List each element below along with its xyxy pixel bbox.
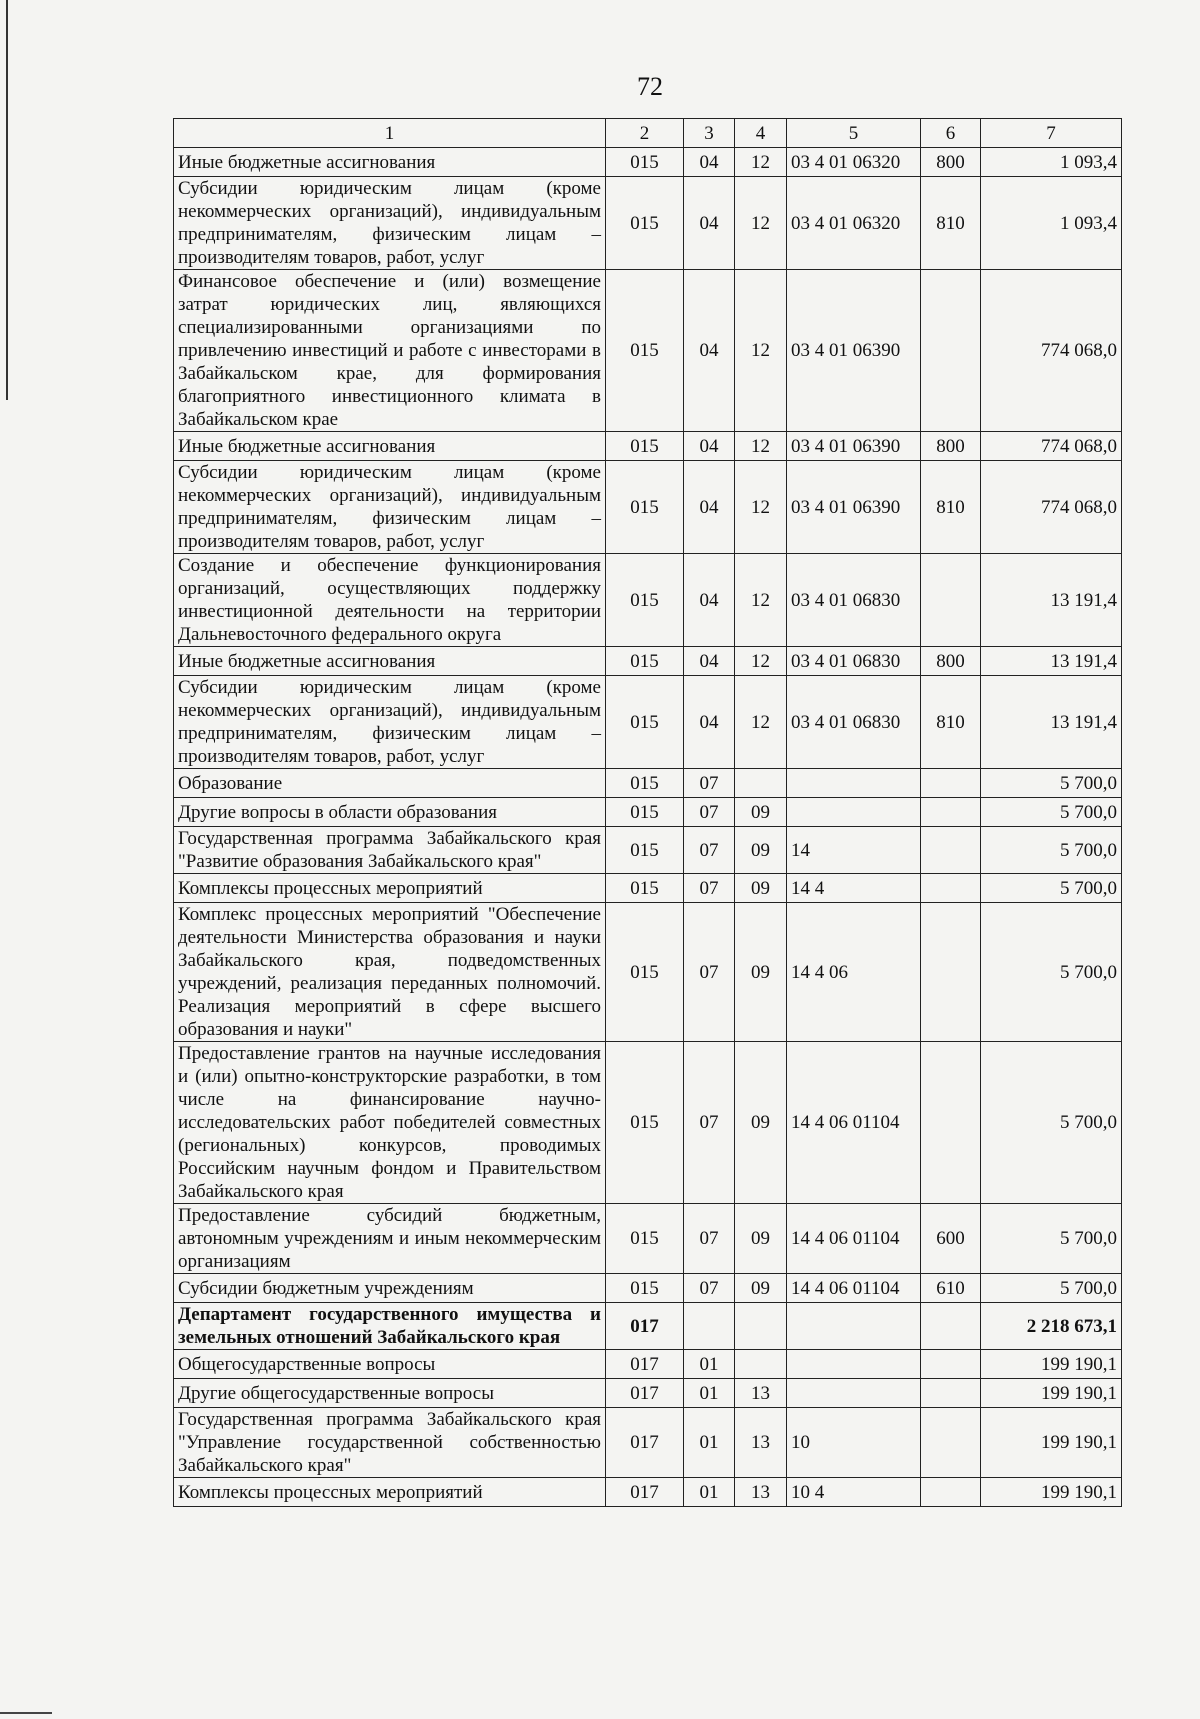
row-amount: 199 190,1	[981, 1379, 1122, 1408]
row-ministry-code: 015	[606, 148, 684, 177]
table-row	[174, 798, 1122, 827]
row-target-article	[787, 1350, 921, 1379]
row-name: Субсидии юридическим лицам (кроме некоммерческих организаций), индивидуальным предпринимателям, физическим лицам – производителям товаров, работ, услуг	[174, 461, 606, 554]
row-subsection	[735, 1350, 787, 1379]
row-expense-type: 800	[921, 647, 981, 676]
row-name: Предоставление субсидий бюджетным, автономным учреждениям и иным некоммерческим организациям	[174, 1204, 606, 1274]
table-row	[174, 148, 1122, 177]
row-target-article: 10 4	[787, 1478, 921, 1507]
row-target-article	[787, 798, 921, 827]
row-name: Комплексы процессных мероприятий	[174, 1478, 606, 1507]
row-ministry-code: 015	[606, 554, 684, 647]
row-ministry-code: 017	[606, 1379, 684, 1408]
row-subsection: 09	[735, 903, 787, 1042]
row-target-article	[787, 1303, 921, 1350]
table-row	[174, 1408, 1122, 1478]
row-expense-type: 810	[921, 676, 981, 769]
row-ministry-code: 015	[606, 647, 684, 676]
row-amount: 5 700,0	[981, 874, 1122, 903]
row-amount: 774 068,0	[981, 432, 1122, 461]
row-amount: 5 700,0	[981, 769, 1122, 798]
header-cell-7: 7	[981, 119, 1122, 148]
row-subsection: 09	[735, 798, 787, 827]
row-section: 07	[684, 798, 735, 827]
row-subsection	[735, 769, 787, 798]
row-ministry-code: 015	[606, 874, 684, 903]
row-expense-type	[921, 270, 981, 432]
row-ministry-code: 015	[606, 1204, 684, 1274]
table-row	[174, 270, 1122, 432]
header-cell-3: 3	[684, 119, 735, 148]
row-name: Другие общегосударственные вопросы	[174, 1379, 606, 1408]
row-amount: 199 190,1	[981, 1408, 1122, 1478]
row-ministry-code: 015	[606, 1274, 684, 1303]
row-target-article: 14 4	[787, 874, 921, 903]
row-section: 04	[684, 432, 735, 461]
row-amount: 199 190,1	[981, 1478, 1122, 1507]
row-section: 04	[684, 554, 735, 647]
row-target-article: 03 4 01 06320	[787, 148, 921, 177]
row-target-article: 10	[787, 1408, 921, 1478]
row-expense-type	[921, 903, 981, 1042]
row-amount: 5 700,0	[981, 827, 1122, 874]
row-target-article: 14	[787, 827, 921, 874]
table-row	[174, 432, 1122, 461]
row-amount: 1 093,4	[981, 148, 1122, 177]
row-target-article: 14 4 06 01104	[787, 1042, 921, 1204]
row-amount: 5 700,0	[981, 1042, 1122, 1204]
header-cell-4: 4	[735, 119, 787, 148]
row-subsection: 09	[735, 874, 787, 903]
row-target-article: 03 4 01 06320	[787, 177, 921, 270]
row-target-article: 14 4 06 01104	[787, 1274, 921, 1303]
table-row	[174, 874, 1122, 903]
row-amount: 2 218 673,1	[981, 1303, 1122, 1350]
scan-edge-line	[6, 0, 8, 400]
row-section	[684, 1303, 735, 1350]
row-name: Комплекс процессных мероприятий "Обеспечение деятельности Министерства образования и науки Забайкальского края, подведомственных учреждений, реализация переданных полномочий. Реализация мероприятий в сфере высшего образования и науки"	[174, 903, 606, 1042]
row-section: 07	[684, 903, 735, 1042]
row-amount: 1 093,4	[981, 177, 1122, 270]
row-name: Государственная программа Забайкальского края "Развитие образования Забайкальского края"	[174, 827, 606, 874]
row-amount: 774 068,0	[981, 270, 1122, 432]
row-subsection: 12	[735, 461, 787, 554]
table-row	[174, 903, 1122, 1042]
row-name: Государственная программа Забайкальского края "Управление государственной собственностью Забайкальского края"	[174, 1408, 606, 1478]
row-expense-type	[921, 798, 981, 827]
row-section: 04	[684, 270, 735, 432]
row-ministry-code: 015	[606, 270, 684, 432]
table-row	[174, 676, 1122, 769]
row-subsection: 12	[735, 676, 787, 769]
row-amount: 13 191,4	[981, 647, 1122, 676]
row-name: Образование	[174, 769, 606, 798]
row-expense-type	[921, 1350, 981, 1379]
row-expense-type	[921, 1379, 981, 1408]
row-expense-type	[921, 1303, 981, 1350]
row-ministry-code: 015	[606, 1042, 684, 1204]
row-section: 07	[684, 827, 735, 874]
row-name: Иные бюджетные ассигнования	[174, 148, 606, 177]
row-subsection: 12	[735, 554, 787, 647]
table-row	[174, 769, 1122, 798]
row-ministry-code: 015	[606, 827, 684, 874]
row-section: 01	[684, 1478, 735, 1507]
row-section: 04	[684, 461, 735, 554]
row-amount: 13 191,4	[981, 554, 1122, 647]
row-ministry-code: 015	[606, 798, 684, 827]
row-section: 04	[684, 177, 735, 270]
row-section: 07	[684, 1042, 735, 1204]
header-cell-2: 2	[606, 119, 684, 148]
row-expense-type: 610	[921, 1274, 981, 1303]
table-row	[174, 1350, 1122, 1379]
row-expense-type	[921, 769, 981, 798]
row-subsection: 09	[735, 827, 787, 874]
row-ministry-code: 017	[606, 1303, 684, 1350]
row-ministry-code: 015	[606, 432, 684, 461]
row-expense-type: 800	[921, 432, 981, 461]
row-amount: 5 700,0	[981, 1274, 1122, 1303]
row-name: Другие вопросы в области образования	[174, 798, 606, 827]
row-target-article: 03 4 01 06830	[787, 554, 921, 647]
row-amount: 5 700,0	[981, 903, 1122, 1042]
row-section: 04	[684, 647, 735, 676]
row-target-article: 14 4 06 01104	[787, 1204, 921, 1274]
row-subsection	[735, 1303, 787, 1350]
row-target-article: 03 4 01 06390	[787, 432, 921, 461]
row-name: Финансовое обеспечение и (или) возмещение затрат юридических лиц, являющихся специализированными организациями по привлечению инвестиций и работе с инвесторами в Забайкальском крае, для формирования благоприятного инвестиционного климата в Забайкальском крае	[174, 270, 606, 432]
table-row	[174, 177, 1122, 270]
row-section: 07	[684, 769, 735, 798]
row-section: 07	[684, 874, 735, 903]
row-amount: 5 700,0	[981, 1204, 1122, 1274]
header-cell-6: 6	[921, 119, 981, 148]
table-row	[174, 1274, 1122, 1303]
row-name: Общегосударственные вопросы	[174, 1350, 606, 1379]
table-row	[174, 827, 1122, 874]
row-target-article	[787, 769, 921, 798]
row-expense-type	[921, 1408, 981, 1478]
row-section: 07	[684, 1204, 735, 1274]
scan-corner-mark	[0, 1712, 52, 1714]
row-expense-type: 810	[921, 177, 981, 270]
row-ministry-code: 015	[606, 177, 684, 270]
row-amount: 199 190,1	[981, 1350, 1122, 1379]
row-subsection: 12	[735, 270, 787, 432]
row-section: 07	[684, 1274, 735, 1303]
row-name: Иные бюджетные ассигнования	[174, 432, 606, 461]
row-section: 01	[684, 1408, 735, 1478]
row-section: 01	[684, 1350, 735, 1379]
row-ministry-code: 015	[606, 676, 684, 769]
row-name: Иные бюджетные ассигнования	[174, 647, 606, 676]
row-amount: 5 700,0	[981, 798, 1122, 827]
table-row	[174, 1379, 1122, 1408]
row-target-article: 03 4 01 06830	[787, 676, 921, 769]
row-subsection: 09	[735, 1274, 787, 1303]
row-subsection: 13	[735, 1379, 787, 1408]
table-row	[174, 1204, 1122, 1274]
row-expense-type	[921, 554, 981, 647]
table-row	[174, 1042, 1122, 1204]
row-section: 04	[684, 148, 735, 177]
row-subsection: 12	[735, 647, 787, 676]
row-name: Комплексы процессных мероприятий	[174, 874, 606, 903]
row-subsection: 09	[735, 1204, 787, 1274]
row-expense-type	[921, 1042, 981, 1204]
row-subsection: 09	[735, 1042, 787, 1204]
row-ministry-code: 017	[606, 1408, 684, 1478]
row-subsection: 12	[735, 177, 787, 270]
row-name: Предоставление грантов на научные исследования и (или) опытно-конструкторские разработки, в том числе на финансирование научно-исследовательских работ победителей совместных (региональных) конкурсов, проводимых Российским научным фондом и Правительством Забайкальского края	[174, 1042, 606, 1204]
row-expense-type	[921, 827, 981, 874]
row-name: Создание и обеспечение функционирования организаций, осуществляющих поддержку инвестиционной деятельности на территории Дальневосточного федерального округа	[174, 554, 606, 647]
row-section: 01	[684, 1379, 735, 1408]
row-expense-type: 600	[921, 1204, 981, 1274]
row-ministry-code: 015	[606, 461, 684, 554]
row-name: Субсидии юридическим лицам (кроме некоммерческих организаций), индивидуальным предпринимателям, физическим лицам – производителям товаров, работ, услуг	[174, 177, 606, 270]
page-number: 72	[637, 72, 663, 101]
table-row	[174, 647, 1122, 676]
row-section: 04	[684, 676, 735, 769]
row-ministry-code: 017	[606, 1350, 684, 1379]
row-target-article	[787, 1379, 921, 1408]
table-row	[174, 554, 1122, 647]
row-amount: 13 191,4	[981, 676, 1122, 769]
row-expense-type	[921, 874, 981, 903]
row-target-article: 03 4 01 06390	[787, 461, 921, 554]
row-expense-type: 800	[921, 148, 981, 177]
row-ministry-code: 017	[606, 1478, 684, 1507]
row-ministry-code: 015	[606, 903, 684, 1042]
row-target-article: 03 4 01 06830	[787, 647, 921, 676]
row-target-article: 14 4 06	[787, 903, 921, 1042]
row-amount: 774 068,0	[981, 461, 1122, 554]
table-row	[174, 1478, 1122, 1507]
table-row	[174, 1303, 1122, 1350]
row-subsection: 12	[735, 148, 787, 177]
budget-table	[173, 118, 1122, 1507]
table-row	[174, 461, 1122, 554]
row-subsection: 13	[735, 1408, 787, 1478]
row-name: Субсидии бюджетным учреждениям	[174, 1274, 606, 1303]
row-target-article: 03 4 01 06390	[787, 270, 921, 432]
row-ministry-code: 015	[606, 769, 684, 798]
row-subsection: 13	[735, 1478, 787, 1507]
row-subsection: 12	[735, 432, 787, 461]
header-cell-1: 1	[174, 119, 606, 148]
row-expense-type: 810	[921, 461, 981, 554]
row-expense-type	[921, 1478, 981, 1507]
header-cell-5: 5	[787, 119, 921, 148]
row-name: Департамент государственного имущества и земельных отношений Забайкальского края	[174, 1303, 606, 1350]
row-name: Субсидии юридическим лицам (кроме некоммерческих организаций), индивидуальным предпринимателям, физическим лицам – производителям товаров, работ, услуг	[174, 676, 606, 769]
table-header-row	[174, 119, 1122, 148]
